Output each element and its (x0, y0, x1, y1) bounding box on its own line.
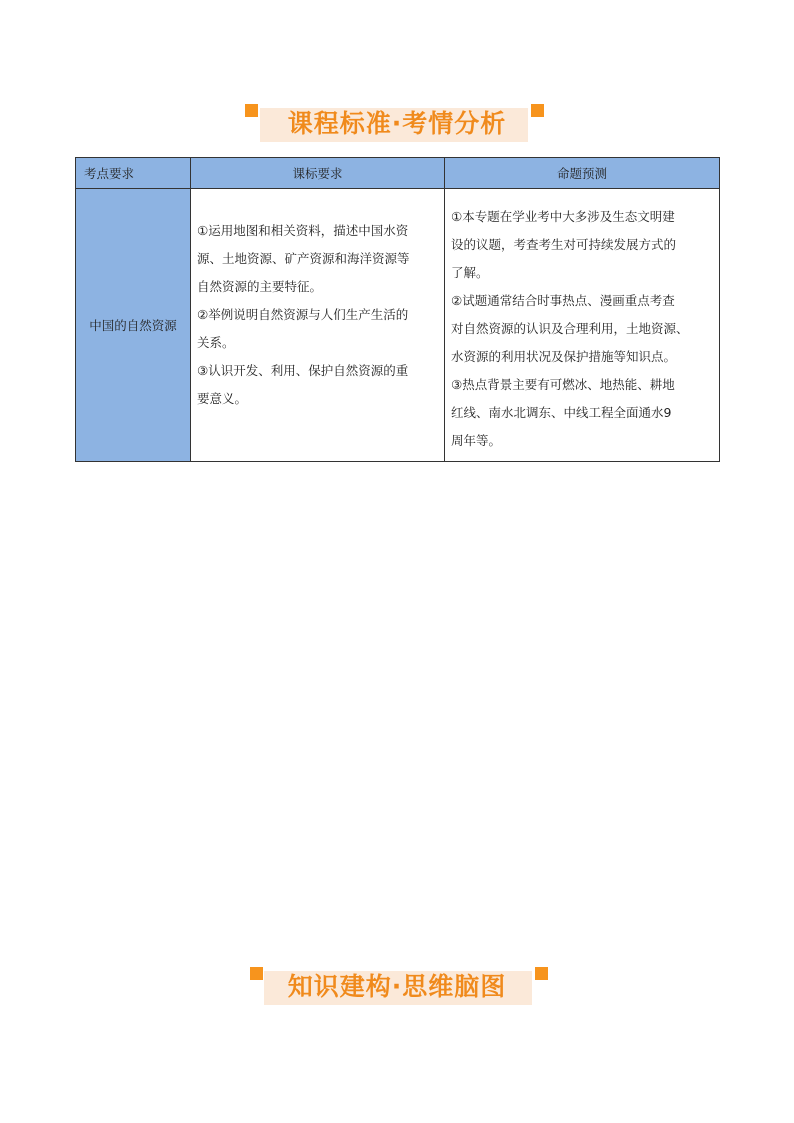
header-prediction: 命题预测 (445, 158, 720, 189)
table-header-row (76, 158, 720, 189)
prediction-line: 水资源的利用状况及保护措施等知识点。 (451, 349, 677, 364)
prediction-line: 对自然资源的认识及合理利用，土地资源、 (451, 321, 689, 336)
prediction-line: ③热点背景主要有可燃冰、地热能、耕地 (451, 377, 675, 392)
table-row (76, 189, 720, 462)
topic-cell: 中国的自然资源 (76, 189, 191, 462)
standard-line: 自然资源的主要特征。 (197, 279, 323, 294)
header-topic: 考点要求 (76, 158, 191, 189)
standard-cell (191, 189, 445, 462)
requirements-table (75, 157, 720, 462)
standard-line: ③认识开发、利用、保护自然资源的重 (197, 363, 409, 378)
standard-line: ②举例说明自然资源与人们生产生活的 (197, 307, 409, 322)
standard-line: 关系。 (197, 335, 235, 350)
section-banner-course-standard (0, 98, 794, 148)
section-title: 知识建构·思维脑图 (287, 972, 507, 1001)
prediction-line: 周年等。 (451, 433, 502, 448)
header-standard: 课标要求 (191, 158, 445, 189)
prediction-line: ①本专题在学业考中大多涉及生态文明建 (451, 209, 675, 224)
prediction-cell (445, 189, 720, 462)
prediction-line: 红线、南水北调东、中线工程全面通水9 (451, 405, 672, 420)
section-title: 课程标准·考情分析 (287, 109, 507, 138)
prediction-line: ②试题通常结合时事热点、漫画重点考查 (451, 293, 675, 308)
prediction-line: 了解。 (451, 265, 489, 280)
standard-line: ①运用地图和相关资料，描述中国水资 (197, 223, 409, 238)
prediction-line: 设的议题，考查考生对可持续发展方式的 (451, 237, 677, 252)
section-banner-knowledge-map (0, 961, 794, 1011)
standard-line: 源、土地资源、矿产资源和海洋资源等 (197, 251, 410, 266)
standard-line: 要意义。 (197, 391, 248, 406)
